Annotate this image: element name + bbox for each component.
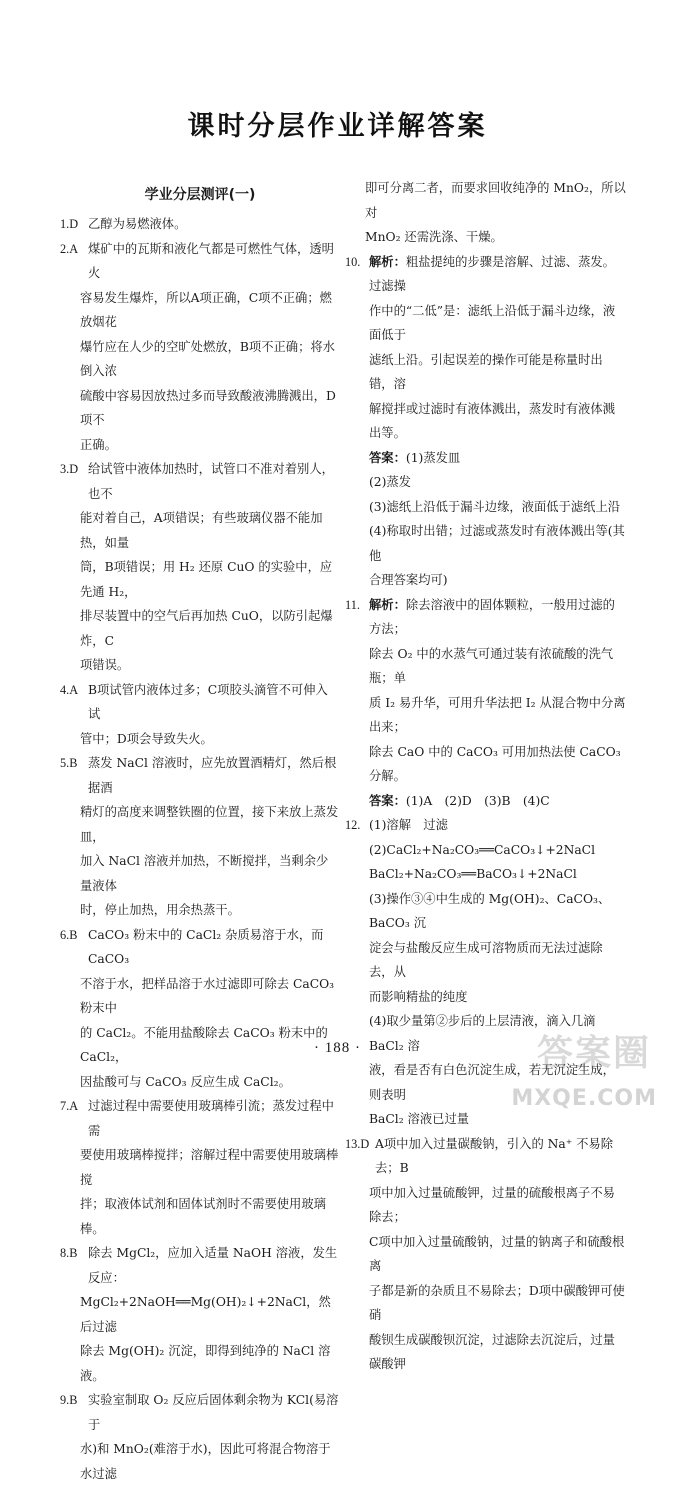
- left-column: [60, 182, 340, 1486]
- section-title: 学业分层测评(一): [144, 187, 256, 203]
- page-number: · 188 ·: [314, 1040, 361, 1056]
- watermark-text-top: 答案圈: [536, 1033, 651, 1074]
- answer-item-10: 10. 解析：粗盐提纯的步骤是溶解、过滤、蒸发。过滤操 作中的“二低”是：滤纸上沿低于漏斗边缘，液面低于 滤纸上沿。引起误差的操作可能是称量时出错，溶 解搅拌或过滤时有液体溅出，蒸发时有液体溅出等。 答案：(1)蒸发皿 (2)蒸发 (3)滤纸上沿低于漏斗边缘，液面低于滤纸上沿 (4)称取时出错；过滤或蒸发时有液体溅出等(其他 合理答案均可): [345, 253, 625, 587]
- watermark-text-bottom: MXQE.COM: [511, 1086, 657, 1111]
- right-column: [345, 176, 627, 1377]
- answer-item-3: 3.D 给试管中液体加热时，试管口不准对着别人，也不 能对着自己，A项错误；有些玻璃仪器不能加热，如量 筒，B项错误；用 H₂ 还原 CuO 的实验中，应先通 H₂， 排尽装置中的空气后再加热 CuO，以防引起爆炸，C 项错误。: [60, 462, 334, 672]
- answer-item-4: 4.A B项试管内液体过多；C项胶头滴管不可伸入试 管中；D项会导致失火。: [60, 682, 328, 746]
- answer-item-9: 9.B 实验室制取 O₂ 反应后固体剩余物为 KCl(易溶于 水)和 MnO₂(难溶于水)，因此可将混合物溶于水过滤: [60, 1393, 339, 1481]
- answer-item-12: 12. (1)溶解 过滤 (2)CaCl₂+Na₂CO₃══CaCO₃↓+2NaCl BaCl₂+Na₂CO₃══BaCO₃↓+2NaCl (3)操作③④中生成的 Mg(OH)₂、CaCO₃、BaCO₃ 沉 淀会与盐酸反应生成可溶物质而无法过滤除去，从 而影响精盐的纯度 (4)取少量第②步后的上层清液，滴入几滴 BaCl₂ 溶 液，看是否有白色沉淀生成，若无沉淀生成，则表明 BaCl₂ 溶液已过量: [345, 818, 615, 1126]
- answer-item-8: 8.B 除去 MgCl₂，应加入适量 NaOH 溶液，发生反应： MgCl₂+2NaOH══Mg(OH)₂↓+2NaCl，然后过滤 除去 Mg(OH)₂ 沉淀，即得到纯净的 NaCl 溶液。: [60, 1246, 338, 1383]
- answer-item-1: 1.D 乙醇为易燃液体。: [60, 217, 187, 231]
- watermark-logo: [507, 1025, 657, 1115]
- answer-item-6: 6.B CaCO₃ 粉末中的 CaCl₂ 杂质易溶于水，而 CaCO₃ 不溶于水，把样品溶于水过滤即可除去 CaCO₃ 粉末中 的 CaCl₂。不能用盐酸除去 CaCO₃ 粉末中的 CaCl₂， 因盐酸可与 CaCO₃ 反应生成 CaCl₂。: [60, 927, 335, 1089]
- answer-item-5: 5.B 蒸发 NaCl 溶液时，应先放置酒精灯，然后根据酒 精灯的高度来调整铁圈的位置，接下来放上蒸发皿， 加入 NaCl 溶液并加热，不断搅拌，当剩余少量液体 时，停止加热，用余热蒸干。: [60, 756, 339, 917]
- answer-item-7: 7.A 过滤过程中需要使用玻璃棒引流；蒸发过程中需 要使用玻璃棒搅拌；溶解过程中需要使用玻璃棒搅 拌；取液体试剂和固体试剂时不需要使用玻璃棒。: [60, 1099, 339, 1236]
- answer-item-9-continued: 即可分离二者，而要求回收纯净的 MnO₂，所以对 MnO₂ 还需洗涤、干燥。: [365, 181, 626, 244]
- answer-item-11: 11. 解析：除去溶液中的固体颗粒，一般用过滤的方法； 除去 O₂ 中的水蒸气可通过装有浓硫酸的洗气瓶；单 质 I₂ 易升华，可用升华法把 I₂ 从混合物中分离出来； 除去 CaO 中的 CaCO₃ 可用加热法使 CaCO₃ 分解。 答案：(1)A (2)D (3)B (4)C: [345, 596, 626, 808]
- answer-item-2: 2.A 煤矿中的瓦斯和液化气都是可燃性气体，透明火 容易发生爆炸，所以A项正确，C项不正确；燃放烟花 爆竹应在人少的空旷处燃放，B项不正确；将水倒入浓 硫酸中容易因放热过多而导致酸液沸腾溅出，D项不 正确。: [60, 241, 336, 452]
- answer-item-13: 13.D A项中加入过量碳酸钠，引入的 Na⁺ 不易除去；B 项中加入过量硫酸钾，过量的硫酸根离子不易除去； C项中加入过量硫酸钠，过量的钠离子和硫酸根离 子都是新的杂质且不易除去；D项中碳酸钾可使硝 酸钡生成碳酸钡沉淀，过滤除去沉淀后，过量碳酸钾: [345, 1136, 625, 1371]
- page-title: 课时分层作业详解答案: [187, 111, 488, 142]
